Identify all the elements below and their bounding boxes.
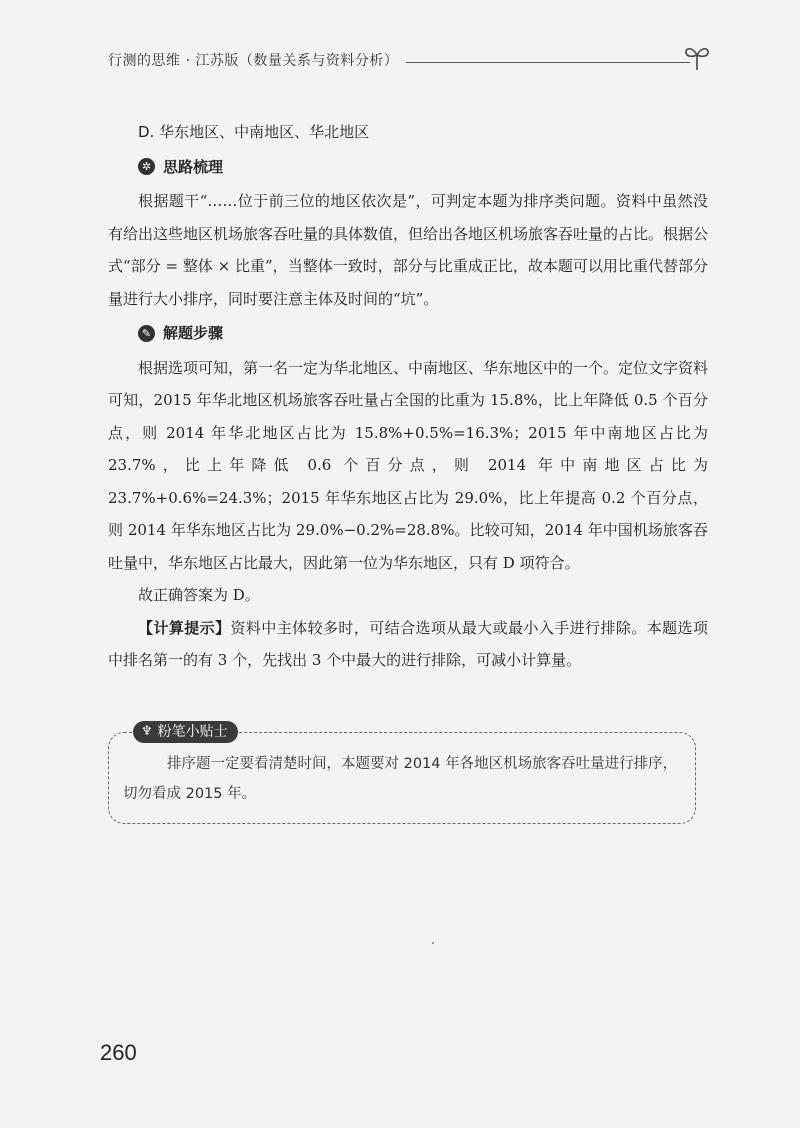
solution-paragraph: 根据选项可知，第一名一定为华北地区、中南地区、华东地区中的一个。定位文字资料可知，2015 年华北地区机场旅客吞吐量占全国的比重为 15.8%，比上年降低 0.5 个百分点，则 2014 年华北地区占比为 15.8%+0.5%=16.3%；2015 年中南地区占比为 23.7%，比上年降低 0.6 个百分点，则 2014 年中南地区占比为 23.7%+0.6%=24.3%；2015 年华东地区占比为 29.0%，比上年提高 0.2 个百分点，则 2014 年华东地区占比为 29.0%−0.2%=28.8%。比较可知，2014 年中国机场旅客吞吐量中，华东地区占比最大，因此第一位为华东地区，只有 D 项符合。 (108, 358, 709, 572)
main-content (108, 116, 708, 677)
calc-tip-paragraph (108, 612, 708, 677)
sprout-icon (682, 42, 712, 72)
section-thinking-title: 思路梳理 (163, 157, 224, 176)
tips-text (123, 749, 683, 809)
option-d: D. 华东地区、中南地区、华北地区 (138, 123, 370, 141)
book-title: 行测的思维 · 江苏版（数量关系与资料分析） (108, 53, 399, 69)
section-solution-heading (108, 317, 708, 350)
tips-tag (133, 721, 238, 743)
thinking-paragraph: 根据题干“……位于前三位的地区依次是”，可判定本题为排序类问题。资料中虽然没有给出这些地区机场旅客吞吐量的具体数值，但给出各地区机场旅客吞吐量的占比。根据公式“部分 = 整体 × 比重”，当整体一致时，部分与比重成正比，故本题可以用比重代替部分量进行大小排序，同时要注意主体及时间的“坑”。 (108, 192, 709, 308)
tips-box (108, 724, 696, 824)
running-header (108, 46, 720, 74)
pencil-icon: ✎ (138, 325, 155, 342)
paper-speck (432, 942, 434, 944)
calc-tip-label: 【计算提示】 (138, 618, 231, 637)
gear-icon: ✲ (138, 158, 155, 175)
tips-body: 排序题一定要看清楚时间，本题要对 2014 年各地区机场旅客吞吐量进行排序，切勿看成 2015 年。 (123, 756, 678, 802)
calc-tip-text: 资料中主体较多时，可结合选项从最大或最小入手进行排除。本题选项中排名第一的有 3 个，先找出 3 个中最大的进行排除，可减小计算量。 (108, 618, 708, 669)
page-number: 260 (100, 1040, 137, 1065)
answer-line: 故正确答案为 D。 (138, 586, 260, 604)
section-thinking-heading (108, 151, 708, 184)
leaf-icon: ♆ (141, 724, 153, 739)
header-rule (406, 62, 690, 63)
section-solution-title: 解题步骤 (163, 324, 224, 342)
tips-title: 粉笔小贴士 (157, 724, 228, 740)
